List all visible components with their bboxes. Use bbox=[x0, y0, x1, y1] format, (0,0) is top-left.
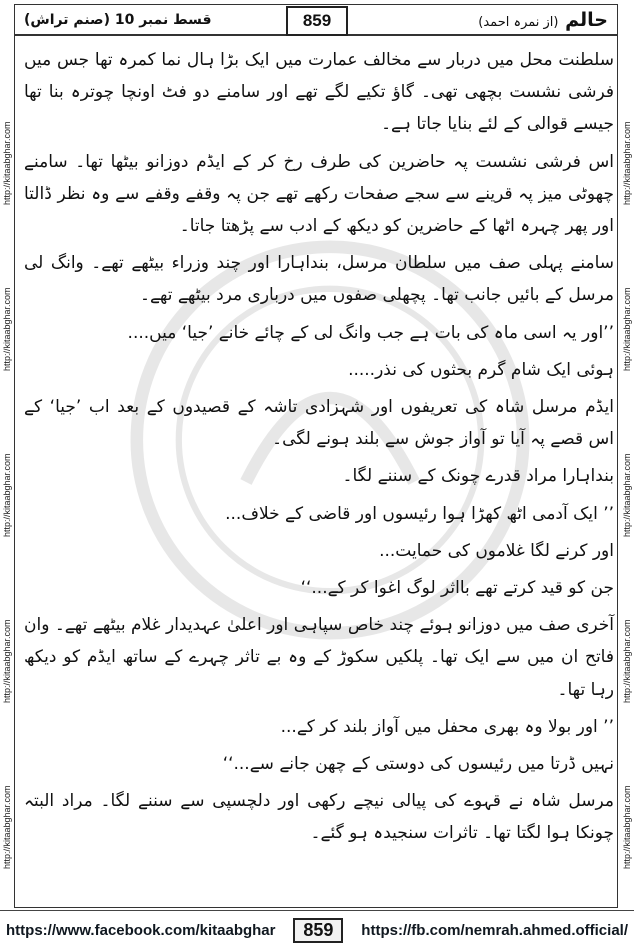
paragraph: اور کرنے لگا غلاموں کی حمایت... bbox=[379, 540, 614, 561]
novel-title: حالم bbox=[565, 9, 608, 31]
page-footer bbox=[0, 910, 634, 949]
article-body bbox=[24, 44, 614, 904]
side-url-text: http://kitaabghar.com bbox=[2, 121, 12, 205]
paragraph: ایڈم مرسل شاہ کی تعریفوں اور شہزادی تاشہ کے قصیدوں کے بعد اب ’جیا‘ کے اس قصے پہ آیا تو آواز جوش سے بلند ہونے لگی۔ bbox=[24, 397, 614, 450]
side-url-left bbox=[0, 80, 14, 910]
paragraph: بنداہارا مراد قدرے چونک کے سننے لگا۔ bbox=[342, 466, 614, 487]
paragraph: مرسل شاہ نے قہوے کی پیالی نیچے رکھی اور دلچسپی سے سننے لگا۔ مراد البتہ چونکا ہوا لگتا تھا۔ تاثرات سنجیدہ ہو گئے۔ bbox=[24, 791, 614, 844]
side-url-right bbox=[620, 80, 634, 910]
side-url-text: http://kitaabghar.com bbox=[622, 287, 632, 371]
paragraph: جن کو قید کرتے تھے بااثر لوگ اغوا کر کے...‘‘ bbox=[300, 578, 614, 599]
facebook-link-right[interactable]: https://fb.com/nemrah.ahmed.official/ bbox=[361, 921, 628, 939]
paragraph: سلطنت محل میں دربار سے مخالف عمارت میں ایک بڑا ہال نما کمرہ تھا جس میں فرشی نشست بچھی تھی۔ گاؤ تکیے لگے تھے اور سامنے دو فٹ اونچا چوترہ بنا تھا جیسے قوالی کے لئے بنایا جاتا ہے۔ bbox=[24, 50, 614, 135]
side-url-text: http://kitaabghar.com bbox=[2, 287, 12, 371]
paragraph: سامنے پہلی صف میں سلطان مرسل، بنداہارا اور چند وزراء بیٹھے تھے۔ وانگ لی مرسل کے بائیں جانب تھا۔ پچھلی صفوں میں درباری مرد بیٹھے تھے۔ bbox=[24, 253, 614, 306]
paragraph: نہیں ڈرتا میں رئیسوں کی دوستی کے چھن جانے سے...‘‘ bbox=[222, 754, 614, 775]
side-url-text: http://kitaabghar.com bbox=[2, 785, 12, 869]
side-url-text: http://kitaabghar.com bbox=[622, 619, 632, 703]
side-url-text: http://kitaabghar.com bbox=[622, 785, 632, 869]
paragraph: ’’اور یہ اسی ماہ کی بات ہے جب وانگ لی کے چائے خانے ’جیا‘ میں.... bbox=[127, 322, 614, 343]
paragraph: اس فرشی نشست پہ حاضرین کی طرف رخ کر کے ایڈم دوزانو بیٹھا تھا۔ سامنے چھوٹی میز پہ قرینے سے سجے صفحات رکھے تھے جن پہ وقفے وقفے سے وہ نظر ڈالتا اور پھر چہرہ اٹھا کے حاضرین کو دیکھ کے ادب سے پڑھتا جاتا۔ bbox=[24, 151, 614, 237]
side-url-text: http://kitaabghar.com bbox=[622, 121, 632, 205]
paragraph: ہوئی ایک شام گرم بحثوں کی نذر..... bbox=[348, 359, 614, 380]
author-name: (از نمرہ احمد) bbox=[478, 15, 559, 30]
side-url-text: http://kitaabghar.com bbox=[2, 619, 12, 703]
page-number-bottom: 859 bbox=[293, 918, 343, 943]
title-block bbox=[478, 9, 608, 31]
paragraph: آخری صف میں دوزانو ہوئے چند خاص سپاہی اور اعلیٰ عہدیدار غلام بیٹھے تھے۔ وان فاتح ان میں سے ایک تھا۔ پلکیں سکوڑ کے وہ بے تاثر چہرے کے ساتھ ایڈم کو دیکھ رہا تھا۔ bbox=[24, 615, 614, 700]
paragraph: ’’ اور بولا وہ بھری محفل میں آواز بلند کر کے... bbox=[280, 716, 614, 737]
page-number-top: 859 bbox=[286, 6, 348, 36]
side-url-text: http://kitaabghar.com bbox=[622, 453, 632, 537]
side-url-text: http://kitaabghar.com bbox=[2, 453, 12, 537]
episode-label: قسط نمبر 10 (صنم تراش) bbox=[24, 12, 212, 28]
facebook-link-left[interactable]: https://www.facebook.com/kitaabghar bbox=[6, 921, 276, 939]
paragraph: ’’ ایک آدمی اٹھ کھڑا ہوا رئیسوں اور قاضی کے خلاف... bbox=[225, 503, 614, 524]
